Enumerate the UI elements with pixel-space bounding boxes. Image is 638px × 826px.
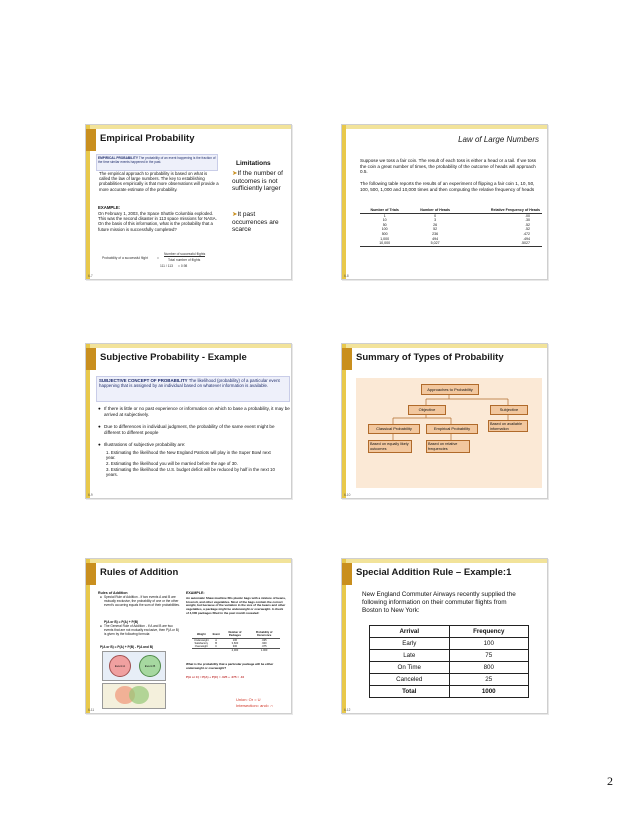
example-label: EXAMPLE: xyxy=(186,591,205,595)
slide-number: 6-11 xyxy=(88,708,95,712)
node-equally-likely: Based on equally likely outcomes xyxy=(368,440,412,453)
rules-title: Rules of Addition xyxy=(98,591,128,595)
limitation-item: ➤If the number of outcomes is not sufficiently larger xyxy=(232,170,283,193)
event-b-circle: Event B xyxy=(139,655,161,677)
slide-summary-types-probability xyxy=(341,343,548,499)
table-header: Relative Frequency of Heads xyxy=(490,208,540,212)
formula-result: = 0.98 xyxy=(178,264,188,268)
probability-diagram xyxy=(356,378,542,488)
probability-formula: Probability of a successful flight = Number of successful flights Total number of flights 111 / 113 = 0.98 xyxy=(102,252,206,268)
experiment-paragraph: The following table reports the results of an experiment of flipping a fair coin 1, 10, 50, 100, 500, 1,000 and 10,000 times and then computing the relative frequency of heads xyxy=(360,181,535,192)
table-row: Early 100 xyxy=(370,638,529,650)
table-header: Frequency xyxy=(449,626,529,638)
table-header: Number of Trials xyxy=(370,208,399,212)
intro-text: New England Commuter Airways recently supplied the following information on their commuter flights from Boston to New York: xyxy=(362,591,516,614)
bullet-item: ● If there is little or no past experience or information on which to base a probability, it may be arrived at subjectively. xyxy=(98,406,290,417)
bullet-item: ● Due to differences in individual judgment, the probability of the same event might be different to different people xyxy=(98,424,275,435)
example-text: An automatic Shaw machine fills plastic bags with a mixture of beans, broccoli, and other vegetables. Most of the bags contain the correct weight, but because of the variation in the size of the beans and other vegetables, a package might be underweight or overweight. A check of 4,000 packages filled in the past month revealed: xyxy=(186,596,286,615)
formula-denominator: Total number of flights xyxy=(168,258,201,262)
coin-toss-table xyxy=(360,208,542,247)
intro-paragraph: Suppose we toss a fair coin. The result of each toss is either a head or a tail. If we toss the coin a great number of times, the probability of the outcome of heads will approach 0.5. xyxy=(360,158,537,175)
formula-lhs: Probability of a successful flight xyxy=(102,256,148,260)
table-header: Number of Heads xyxy=(420,208,451,212)
page-number: 2 xyxy=(607,774,613,788)
table-row: 1,000 494 .494 xyxy=(380,236,530,241)
table-row: 100 52 .52 xyxy=(381,227,530,232)
slide-title: Rules of Addition xyxy=(100,567,179,578)
slide-number: 6-7 xyxy=(88,274,93,278)
node-available-info: Based on available information xyxy=(488,420,528,432)
node-empirical: Empirical Probability xyxy=(426,424,478,434)
slide-law-of-large-numbers xyxy=(341,124,548,280)
definition-label: EMPIRICAL PROBABILITY xyxy=(98,156,138,160)
slide-number: 6-12 xyxy=(344,708,351,712)
overlap-circle-b xyxy=(129,686,149,704)
bullet-item: ● Illustrations of subjective probability are: xyxy=(98,442,186,447)
limitation-item: ➤It past occurrences are scarce xyxy=(232,211,279,234)
node-approaches: Approaches to Probability xyxy=(421,384,479,395)
special-formula: P(A or B) = P(A) + P(B) xyxy=(104,620,139,624)
bullet-icon: ● xyxy=(98,406,101,411)
table-row: 1 0 .00 xyxy=(383,213,530,218)
venn-mutually-exclusive xyxy=(102,651,166,681)
slide-title: Subjective Probability - Example xyxy=(100,352,247,363)
table-row: Satisfactory B 3,600 .900 xyxy=(194,641,267,645)
table-row: Canceled 25 xyxy=(370,674,529,686)
table-row: Late 75 xyxy=(370,650,529,662)
table-row: Overweight C 300 .075 xyxy=(194,645,267,649)
table-row: Underweight A 100 .025 xyxy=(194,638,267,642)
bullet-icon: ● xyxy=(98,442,101,447)
bullet-icon: ● xyxy=(98,424,101,429)
definition-box xyxy=(96,376,290,402)
slide-subjective-probability xyxy=(85,343,292,499)
slide-number: 6-9 xyxy=(88,493,93,497)
slide-number: 6-10 xyxy=(344,493,351,497)
node-objective: Objective xyxy=(408,405,446,415)
special-rule: ● Special Rule of Addition - If two events A and B are mutually exclusive, the probability of one or the other event's occurring equals the sum of their probabilities. xyxy=(100,595,180,607)
answer-text: P(A or C) = P(A) + P(C) = .025 + .075 = .10 xyxy=(186,675,245,679)
node-classical: Classical Probability xyxy=(368,424,420,434)
packages-table: Weight Event Number of Packages Probability of Occurrence Underweight A 100 .025 Satisfactory B 3,600 .900 Overweight C 300 .075 4,000 1.000 xyxy=(192,631,280,653)
numbered-item: 1. Estimating the likelihood the New England Patriots will play in the Super Bowl next year. xyxy=(106,450,271,461)
example-text: On February 1, 2003, the Space Shuttle Columbia exploded. This was the second disaster in 113 space missions for NASA. On the basis of this information, what is the probability that a future mission is successfully completed? xyxy=(98,211,217,232)
arrow-bullet-icon: ➤ xyxy=(232,211,238,218)
slide-title: Law of Large Numbers xyxy=(458,135,539,144)
event-a-circle: Event A xyxy=(109,655,131,677)
definition-label: SUBJECTIVE CONCEPT OF PROBABILITY xyxy=(99,378,188,383)
node-subjective: Subjective xyxy=(490,405,528,415)
table-row: 500 236 .472 xyxy=(381,231,530,236)
slide-empirical-probability xyxy=(85,124,292,280)
table-header: Arrival xyxy=(370,626,450,638)
limitations-title: Limitations xyxy=(236,160,271,167)
table-row: 50 26 .52 xyxy=(382,222,530,227)
general-formula: P(A or B) = P(A) + P(B) - P(A and B) xyxy=(100,645,154,649)
definition-text: The probability of an event happening is the fraction of the time similar events happened in the past. xyxy=(98,156,216,164)
bullet-icon: ● xyxy=(100,595,102,599)
numbered-item: 2. Estimating the likelihood you will be married before the age of 30. xyxy=(106,461,238,466)
slide-title: Special Addition Rule – Example:1 xyxy=(356,567,512,578)
definition-box xyxy=(96,154,218,171)
numbered-item: 3. Estimating the likelihood the U.S. budget deficit will be reduced by half in the next 10 years. xyxy=(106,467,275,478)
note-intersection: Intersection= and= ∩ xyxy=(236,703,274,708)
table-row: 10 3 .30 xyxy=(382,218,530,223)
note-union: Union: Or = U xyxy=(236,697,261,702)
table-row: 4,000 1.000 xyxy=(192,649,280,653)
formula-fraction: 111 / 113 xyxy=(160,264,174,268)
slide-title: Summary of Types of Probability xyxy=(356,352,504,363)
node-relative-freq: Based on relative frequencies xyxy=(426,440,470,453)
slide-title: Empirical Probability xyxy=(100,133,195,144)
table-total-row: Total 1000 xyxy=(370,686,529,698)
venn-overlapping xyxy=(102,683,166,709)
question-text: What is the probability that a particular package will be either underweight or overweight? xyxy=(186,662,274,670)
body-text: The empirical approach to probability is based on what is called the law of large numbers. The key to establishing probabilities empirically is that more observations will provide a more accurate estimate of the probability. xyxy=(99,171,219,192)
slide-number: 6-8 xyxy=(344,274,349,278)
arrow-bullet-icon: ➤ xyxy=(232,170,238,177)
general-rule: ● The General Rule of Addition - If A and B are two events that are not mutually exclusive, then P(A or B) is given by the following formula: xyxy=(100,624,179,636)
slide-rules-of-addition xyxy=(85,558,292,714)
table-row: On Time 800 xyxy=(370,662,529,674)
slide-special-addition-rule xyxy=(341,558,548,714)
example-label: EXAMPLE: xyxy=(98,205,121,210)
flight-arrival-table xyxy=(369,625,529,698)
bullet-icon: ● xyxy=(100,624,102,628)
definition-text: The likelihood (probability) of a particular event happening that is assigned by an individual based on whatever information is available. xyxy=(99,378,280,389)
formula-numerator: Number of successful flights xyxy=(164,252,206,256)
table-row: 10,000 5,027 .5027 xyxy=(360,241,542,246)
